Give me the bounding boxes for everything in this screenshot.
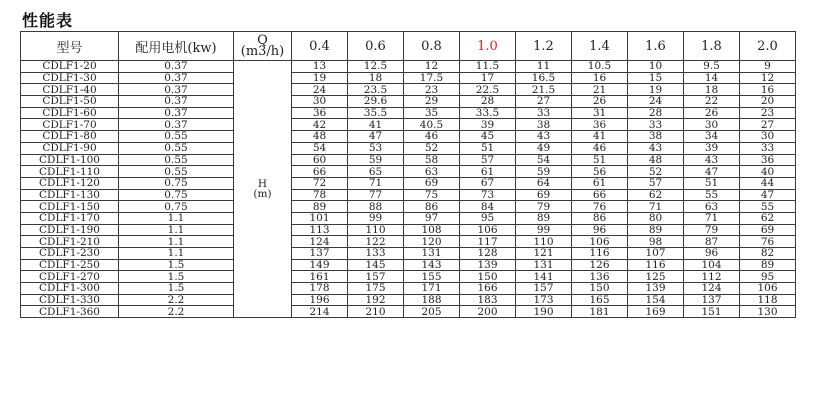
- head-value-cell: 56: [572, 166, 628, 178]
- header-flow-value: 1.4: [572, 32, 628, 61]
- power-cell: 1.1: [119, 248, 234, 260]
- head-value-cell: 120: [404, 236, 460, 248]
- table-row: [21, 96, 796, 108]
- head-value-cell: 188: [404, 294, 460, 306]
- head-value-cell: 110: [516, 236, 572, 248]
- model-cell: CDLF1-330: [21, 294, 119, 306]
- header-flow-value: 1.0: [460, 32, 516, 61]
- head-value-cell: 77: [348, 189, 404, 201]
- head-label-cell: [234, 61, 292, 318]
- flow-unit: (m3/h): [240, 44, 285, 59]
- head-value-cell: 76: [740, 236, 796, 248]
- table-row: [21, 107, 796, 119]
- head-value-cell: 18: [684, 84, 740, 96]
- head-value-cell: 22.5: [460, 84, 516, 96]
- table-row: [21, 177, 796, 189]
- head-value-cell: 86: [572, 212, 628, 224]
- head-value-cell: 98: [628, 236, 684, 248]
- head-value-cell: 154: [628, 294, 684, 306]
- head-value-cell: 116: [572, 248, 628, 260]
- head-value-cell: 69: [516, 189, 572, 201]
- model-cell: CDLF1-70: [21, 119, 119, 131]
- head-value-cell: 54: [516, 154, 572, 166]
- head-value-cell: 106: [460, 224, 516, 236]
- power-cell: 1.1: [119, 224, 234, 236]
- table-row: [21, 294, 796, 306]
- power-cell: 0.55: [119, 142, 234, 154]
- power-cell: 2.2: [119, 306, 234, 318]
- head-value-cell: 17.5: [404, 72, 460, 84]
- head-value-cell: 63: [684, 201, 740, 213]
- head-value-cell: 178: [292, 283, 348, 295]
- power-cell: 0.55: [119, 166, 234, 178]
- header-flow-value: 0.6: [348, 32, 404, 61]
- head-value-cell: 89: [628, 224, 684, 236]
- power-cell: 0.37: [119, 119, 234, 131]
- model-cell: CDLF1-190: [21, 224, 119, 236]
- head-value-cell: 89: [292, 201, 348, 213]
- head-value-cell: 165: [572, 294, 628, 306]
- head-value-cell: 11.5: [460, 61, 516, 73]
- head-value-cell: 137: [292, 248, 348, 260]
- head-value-cell: 57: [628, 177, 684, 189]
- head-value-cell: 39: [684, 142, 740, 154]
- head-value-cell: 42: [292, 119, 348, 131]
- head-value-cell: 133: [348, 248, 404, 260]
- head-value-cell: 12.5: [348, 61, 404, 73]
- flow-symbol: Q: [257, 33, 268, 48]
- head-value-cell: 30: [740, 131, 796, 143]
- table-row: [21, 119, 796, 131]
- head-value-cell: 29: [404, 96, 460, 108]
- head-value-cell: 210: [348, 306, 404, 318]
- head-value-cell: 12: [740, 72, 796, 84]
- header-row: [21, 32, 796, 61]
- head-value-cell: 65: [348, 166, 404, 178]
- power-cell: 0.55: [119, 131, 234, 143]
- head-value-cell: 30: [684, 119, 740, 131]
- model-cell: CDLF1-300: [21, 283, 119, 295]
- head-value-cell: 10.5: [572, 61, 628, 73]
- head-value-cell: 104: [684, 259, 740, 271]
- head-value-cell: 28: [460, 96, 516, 108]
- head-value-cell: 36: [572, 119, 628, 131]
- head-value-cell: 89: [740, 259, 796, 271]
- head-value-cell: 106: [740, 283, 796, 295]
- head-value-cell: 52: [628, 166, 684, 178]
- header-flow-value: 0.4: [292, 32, 348, 61]
- model-cell: CDLF1-30: [21, 72, 119, 84]
- head-value-cell: 47: [348, 131, 404, 143]
- head-value-cell: 13: [292, 61, 348, 73]
- head-value-cell: 126: [572, 259, 628, 271]
- head-value-cell: 108: [404, 224, 460, 236]
- model-cell: CDLF1-150: [21, 201, 119, 213]
- head-value-cell: 73: [460, 189, 516, 201]
- head-value-cell: 64: [516, 177, 572, 189]
- head-value-cell: 46: [572, 142, 628, 154]
- head-value-cell: 86: [404, 201, 460, 213]
- table-row: [21, 306, 796, 318]
- head-value-cell: 15: [628, 72, 684, 84]
- head-value-cell: 41: [348, 119, 404, 131]
- head-value-cell: 53: [348, 142, 404, 154]
- head-value-cell: 24: [628, 96, 684, 108]
- model-cell: CDLF1-20: [21, 61, 119, 73]
- head-value-cell: 20: [740, 96, 796, 108]
- head-value-cell: 155: [404, 271, 460, 283]
- head-value-cell: 101: [292, 212, 348, 224]
- head-value-cell: 95: [460, 212, 516, 224]
- head-value-cell: 72: [292, 177, 348, 189]
- head-value-cell: 124: [684, 283, 740, 295]
- head-value-cell: 16.5: [516, 72, 572, 84]
- power-cell: 1.5: [119, 259, 234, 271]
- head-value-cell: 17: [460, 72, 516, 84]
- head-value-cell: 27: [740, 119, 796, 131]
- head-value-cell: 46: [404, 131, 460, 143]
- head-value-cell: 26: [684, 107, 740, 119]
- table-row: [21, 212, 796, 224]
- power-cell: 0.37: [119, 84, 234, 96]
- model-cell: CDLF1-170: [21, 212, 119, 224]
- power-cell: 0.37: [119, 61, 234, 73]
- head-value-cell: 137: [684, 294, 740, 306]
- head-value-cell: 12: [404, 61, 460, 73]
- head-value-cell: 34: [684, 131, 740, 143]
- head-value-cell: 33: [628, 119, 684, 131]
- head-value-cell: 67: [460, 177, 516, 189]
- header-flow: [234, 32, 292, 61]
- head-value-cell: 54: [292, 142, 348, 154]
- head-value-cell: 84: [460, 201, 516, 213]
- head-value-cell: 21.5: [516, 84, 572, 96]
- head-value-cell: 62: [740, 212, 796, 224]
- header-flow-value: 2.0: [740, 32, 796, 61]
- head-value-cell: 139: [460, 259, 516, 271]
- head-value-cell: 51: [460, 142, 516, 154]
- table-row: [21, 131, 796, 143]
- head-value-cell: 10: [628, 61, 684, 73]
- head-value-cell: 43: [628, 142, 684, 154]
- head-value-cell: 39: [460, 119, 516, 131]
- table-row: [21, 189, 796, 201]
- head-value-cell: 196: [292, 294, 348, 306]
- head-value-cell: 69: [740, 224, 796, 236]
- head-value-cell: 139: [628, 283, 684, 295]
- head-value-cell: 166: [460, 283, 516, 295]
- head-symbol: H: [257, 178, 268, 191]
- header-flow-value: 0.8: [404, 32, 460, 61]
- head-value-cell: 51: [572, 154, 628, 166]
- head-value-cell: 169: [628, 306, 684, 318]
- head-value-cell: 88: [348, 201, 404, 213]
- head-value-cell: 110: [348, 224, 404, 236]
- power-cell: 0.75: [119, 189, 234, 201]
- head-value-cell: 14: [684, 72, 740, 84]
- head-value-cell: 23: [740, 107, 796, 119]
- table-row: [21, 72, 796, 84]
- head-value-cell: 18: [348, 72, 404, 84]
- head-value-cell: 145: [348, 259, 404, 271]
- power-cell: 0.37: [119, 96, 234, 108]
- head-value-cell: 71: [684, 212, 740, 224]
- head-value-cell: 99: [516, 224, 572, 236]
- head-value-cell: 22: [684, 96, 740, 108]
- head-value-cell: 41: [572, 131, 628, 143]
- head-value-cell: 21: [572, 84, 628, 96]
- head-value-cell: 150: [460, 271, 516, 283]
- head-value-cell: 35.5: [348, 107, 404, 119]
- head-value-cell: 27: [516, 96, 572, 108]
- head-unit: (m): [253, 188, 272, 201]
- head-value-cell: 9.5: [684, 61, 740, 73]
- model-cell: CDLF1-130: [21, 189, 119, 201]
- head-value-cell: 116: [628, 259, 684, 271]
- head-value-cell: 55: [740, 201, 796, 213]
- model-cell: CDLF1-360: [21, 306, 119, 318]
- head-value-cell: 131: [404, 248, 460, 260]
- head-value-cell: 136: [572, 271, 628, 283]
- head-value-cell: 106: [572, 236, 628, 248]
- head-value-cell: 150: [572, 283, 628, 295]
- head-value-cell: 161: [292, 271, 348, 283]
- performance-table: [20, 31, 796, 318]
- power-cell: 1.5: [119, 271, 234, 283]
- head-value-cell: 141: [516, 271, 572, 283]
- head-value-cell: 181: [572, 306, 628, 318]
- head-value-cell: 97: [404, 212, 460, 224]
- model-cell: CDLF1-40: [21, 84, 119, 96]
- head-value-cell: 87: [684, 236, 740, 248]
- head-value-cell: 44: [740, 177, 796, 189]
- head-value-cell: 30: [292, 96, 348, 108]
- head-value-cell: 48: [292, 131, 348, 143]
- head-value-cell: 82: [740, 248, 796, 260]
- head-value-cell: 118: [740, 294, 796, 306]
- head-value-cell: 190: [516, 306, 572, 318]
- head-value-cell: 149: [292, 259, 348, 271]
- header-flow-value: 1.6: [628, 32, 684, 61]
- model-cell: CDLF1-230: [21, 248, 119, 260]
- head-value-cell: 59: [516, 166, 572, 178]
- head-value-cell: 33: [516, 107, 572, 119]
- head-value-cell: 40: [740, 166, 796, 178]
- head-value-cell: 157: [348, 271, 404, 283]
- head-value-cell: 171: [404, 283, 460, 295]
- head-value-cell: 11: [516, 61, 572, 73]
- head-value-cell: 38: [628, 131, 684, 143]
- table-row: [21, 224, 796, 236]
- table-row: [21, 248, 796, 260]
- head-value-cell: 60: [292, 154, 348, 166]
- model-cell: CDLF1-250: [21, 259, 119, 271]
- model-cell: CDLF1-110: [21, 166, 119, 178]
- head-value-cell: 23: [404, 84, 460, 96]
- head-value-cell: 48: [628, 154, 684, 166]
- head-value-cell: 49: [516, 142, 572, 154]
- head-value-cell: 175: [348, 283, 404, 295]
- head-value-cell: 128: [460, 248, 516, 260]
- head-value-cell: 205: [404, 306, 460, 318]
- head-value-cell: 71: [348, 177, 404, 189]
- table-row: [21, 61, 796, 73]
- head-value-cell: 96: [684, 248, 740, 260]
- head-value-cell: 28: [628, 107, 684, 119]
- head-value-cell: 80: [628, 212, 684, 224]
- head-value-cell: 58: [404, 154, 460, 166]
- table-row: [21, 84, 796, 96]
- head-value-cell: 200: [460, 306, 516, 318]
- head-value-cell: 173: [516, 294, 572, 306]
- head-value-cell: 62: [628, 189, 684, 201]
- head-value-cell: 99: [348, 212, 404, 224]
- head-value-cell: 122: [348, 236, 404, 248]
- head-value-cell: 112: [684, 271, 740, 283]
- head-value-cell: 36: [740, 154, 796, 166]
- head-value-cell: 125: [628, 271, 684, 283]
- head-value-cell: 16: [572, 72, 628, 84]
- head-value-cell: 43: [516, 131, 572, 143]
- power-cell: 0.37: [119, 107, 234, 119]
- model-cell: CDLF1-80: [21, 131, 119, 143]
- head-value-cell: 131: [516, 259, 572, 271]
- head-value-cell: 107: [628, 248, 684, 260]
- head-value-cell: 52: [404, 142, 460, 154]
- model-cell: CDLF1-120: [21, 177, 119, 189]
- head-value-cell: 76: [572, 201, 628, 213]
- head-value-cell: 95: [740, 271, 796, 283]
- header-flow-value: 1.8: [684, 32, 740, 61]
- header-model: 型号: [21, 32, 119, 61]
- head-value-cell: 157: [516, 283, 572, 295]
- head-value-cell: 124: [292, 236, 348, 248]
- model-cell: CDLF1-100: [21, 154, 119, 166]
- head-value-cell: 79: [516, 201, 572, 213]
- head-value-cell: 113: [292, 224, 348, 236]
- head-value-cell: 40.5: [404, 119, 460, 131]
- head-value-cell: 59: [348, 154, 404, 166]
- head-value-cell: 66: [292, 166, 348, 178]
- head-value-cell: 19: [628, 84, 684, 96]
- head-value-cell: 33: [740, 142, 796, 154]
- power-cell: 0.75: [119, 177, 234, 189]
- head-value-cell: 29.6: [348, 96, 404, 108]
- table-row: [21, 142, 796, 154]
- table-body: [21, 61, 796, 318]
- model-cell: CDLF1-90: [21, 142, 119, 154]
- head-value-cell: 55: [684, 189, 740, 201]
- head-value-cell: 47: [740, 189, 796, 201]
- head-value-cell: 75: [404, 189, 460, 201]
- head-value-cell: 61: [460, 166, 516, 178]
- page-title: 性能表: [22, 11, 74, 30]
- model-cell: CDLF1-270: [21, 271, 119, 283]
- table-row: [21, 259, 796, 271]
- head-value-cell: 63: [404, 166, 460, 178]
- head-value-cell: 9: [740, 61, 796, 73]
- power-cell: 0.75: [119, 201, 234, 213]
- head-value-cell: 121: [516, 248, 572, 260]
- table-row: [21, 236, 796, 248]
- power-cell: 0.55: [119, 154, 234, 166]
- head-value-cell: 51: [684, 177, 740, 189]
- head-value-cell: 96: [572, 224, 628, 236]
- head-value-cell: 43: [684, 154, 740, 166]
- head-value-cell: 130: [740, 306, 796, 318]
- head-value-cell: 214: [292, 306, 348, 318]
- head-value-cell: 117: [460, 236, 516, 248]
- head-value-cell: 143: [404, 259, 460, 271]
- power-cell: 1.1: [119, 212, 234, 224]
- model-cell: CDLF1-60: [21, 107, 119, 119]
- head-value-cell: 192: [348, 294, 404, 306]
- header-power: 配用电机(kw): [119, 32, 234, 61]
- head-value-cell: 69: [404, 177, 460, 189]
- table-row: [21, 283, 796, 295]
- head-value-cell: 23.5: [348, 84, 404, 96]
- head-value-cell: 78: [292, 189, 348, 201]
- head-value-cell: 151: [684, 306, 740, 318]
- power-cell: 2.2: [119, 294, 234, 306]
- table-row: [21, 271, 796, 283]
- head-value-cell: 47: [684, 166, 740, 178]
- head-value-cell: 89: [516, 212, 572, 224]
- head-value-cell: 33.5: [460, 107, 516, 119]
- head-value-cell: 36: [292, 107, 348, 119]
- head-value-cell: 79: [684, 224, 740, 236]
- head-value-cell: 31: [572, 107, 628, 119]
- head-value-cell: 61: [572, 177, 628, 189]
- head-value-cell: 66: [572, 189, 628, 201]
- power-cell: 1.1: [119, 236, 234, 248]
- power-cell: 0.37: [119, 72, 234, 84]
- head-value-cell: 71: [628, 201, 684, 213]
- head-value-cell: 26: [572, 96, 628, 108]
- table-row: [21, 201, 796, 213]
- head-value-cell: 45: [460, 131, 516, 143]
- head-value-cell: 16: [740, 84, 796, 96]
- power-cell: 1.5: [119, 283, 234, 295]
- head-value-cell: 38: [516, 119, 572, 131]
- header-flow-value: 1.2: [516, 32, 572, 61]
- table-row: [21, 166, 796, 178]
- model-cell: CDLF1-210: [21, 236, 119, 248]
- head-value-cell: 57: [460, 154, 516, 166]
- head-value-cell: 35: [404, 107, 460, 119]
- head-value-cell: 24: [292, 84, 348, 96]
- head-value-cell: 19: [292, 72, 348, 84]
- model-cell: CDLF1-50: [21, 96, 119, 108]
- table-row: [21, 154, 796, 166]
- head-value-cell: 183: [460, 294, 516, 306]
